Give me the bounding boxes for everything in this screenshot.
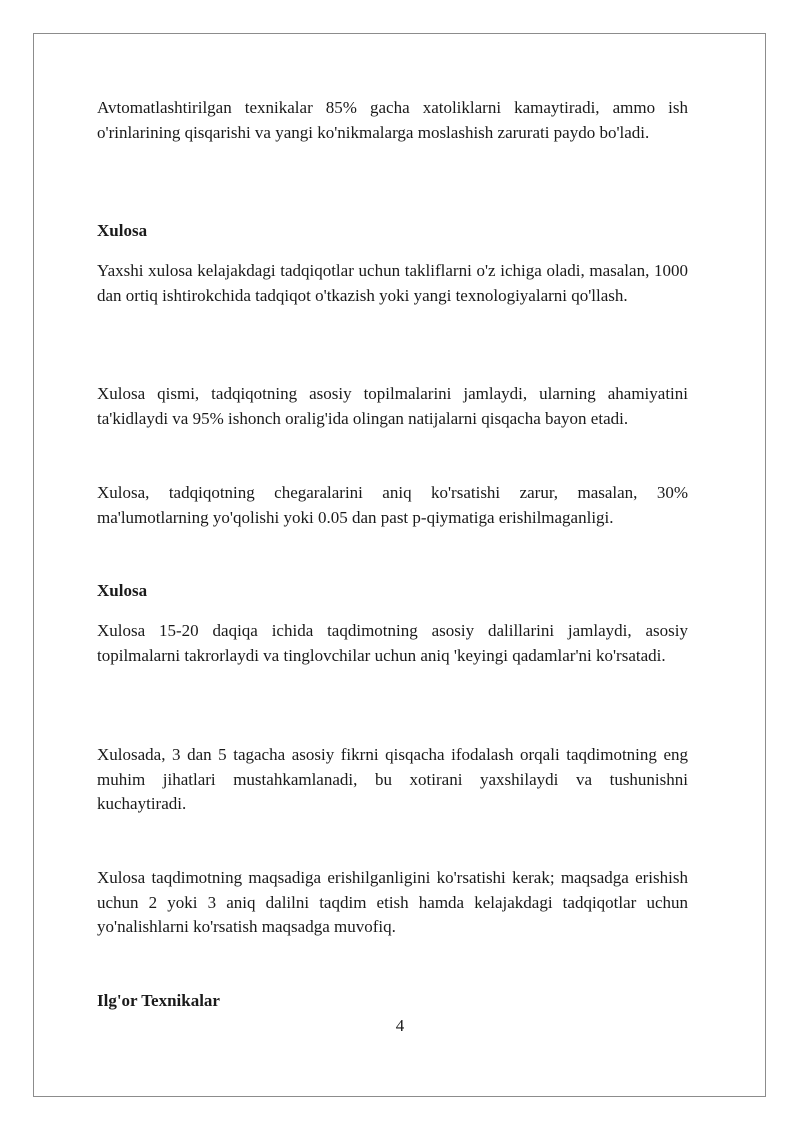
paragraph-good-conclusion: Yaxshi xulosa kelajakdagi tadqiqotlar uchun takliflarni o'z ichiga oladi, masalan, 1000 dan ortiq ishtirokchida tadqiqot o'tkazish yoki yangi texnologiyalarni qo'llash. (97, 261, 688, 305)
paragraph-limitations: Xulosa, tadqiqotning chegaralarini aniq ko'rsatishi zarur, masalan, 30% ma'lumotlarning yo'qolishi yoki 0.05 dan past p-qiymatiga erishilmaganligi. (97, 483, 688, 527)
paragraph-automation: Avtomatlashtirilgan texnikalar 85% gacha xatoliklarni kamaytiradi, ammo ish o'rinlarining qisqarishi va yangi ko'nikmalarga moslashish zarurati paydo bo'ladi. (97, 98, 688, 142)
heading-xulosa-1: Xulosa (97, 221, 148, 240)
page-number: 4 (395, 1016, 405, 1035)
paragraph-goal-achievement: Xulosa taqdimotning maqsadiga erishilganligini ko'rsatishi kerak; maqsadga erishish uchun 2 yoki 3 aniq dalilni taqdim etish hamda kelajakdagi tadqiqotlar uchun yo'nalishlarni ko'rsatish maqsadga muvofiq. (97, 868, 688, 936)
paragraph-presentation-summary: Xulosa 15-20 daqiqa ichida taqdimotning asosiy dalillarini jamlaydi, asosiy topilmalarni takrorlaydi va tinglovchilar uchun aniq 'keyingi qadamlar'ni ko'rsatadi. (97, 621, 688, 665)
paragraph-key-points: Xulosada, 3 dan 5 tagacha asosiy fikrni qisqacha ifodalash orqali taqdimotning eng muhim jihatlari mustahkamlanadi, bu xotirani yaxshilaydi va tushunishni kuchaytiradi. (97, 745, 688, 813)
heading-xulosa-2: Xulosa (97, 581, 148, 600)
heading-advanced-techniques: Ilg'or Texnikalar (97, 991, 220, 1010)
paragraph-conclusion-section: Xulosa qismi, tadqiqotning asosiy topilmalarini jamlaydi, ularning ahamiyatini ta'kidlaydi va 95% ishonch oralig'ida olingan natijalarni qisqacha bayon etadi. (97, 384, 688, 428)
